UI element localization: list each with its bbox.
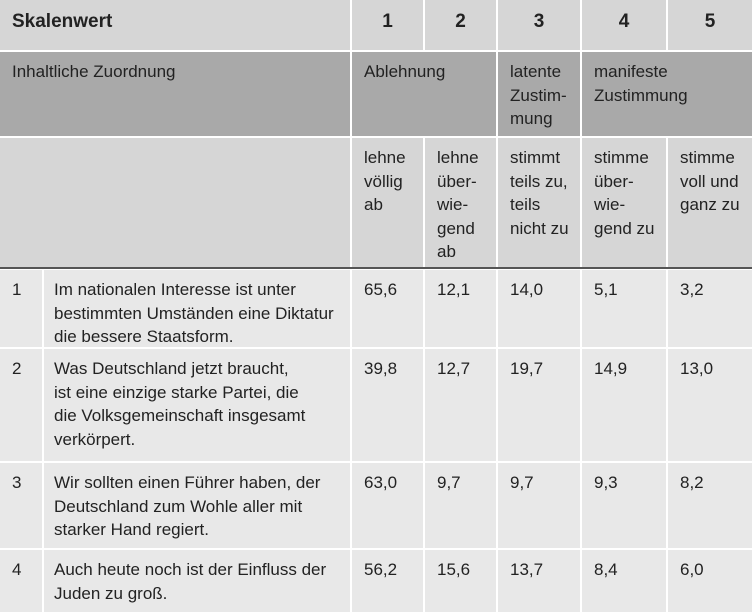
header-divider <box>0 267 752 269</box>
value-cell: 14,9 <box>582 349 666 461</box>
scale-value-3: 3 <box>498 0 580 50</box>
scale-value-5: 5 <box>668 0 752 50</box>
value-cell: 63,0 <box>352 463 423 548</box>
value-cell: 9,7 <box>425 463 496 548</box>
value-cell: 8,2 <box>668 463 752 548</box>
item-statement: Auch heute noch ist der Einfluss der Juden zu groß. <box>44 550 350 612</box>
value-cell: 9,3 <box>582 463 666 548</box>
scale-value-1: 1 <box>352 0 423 50</box>
value-cell: 13,0 <box>668 349 752 461</box>
item-statement: Im nationalen Interesse ist unter bestimmten Umständen eine Diktatur die bessere Staatsform. <box>44 270 350 347</box>
assignment-label: Inhaltliche Zuordnung <box>0 52 350 136</box>
value-cell: 5,1 <box>582 270 666 347</box>
row-number: 3 <box>0 463 42 548</box>
item-statement: Wir sollten einen Führer haben, der Deutschland zum Wohle aller mit starker Hand regiert. <box>44 463 350 548</box>
item-statement: Was Deutschland jetzt braucht, ist eine einzige starke Partei, die die Volksgemeinschaft insgesamt verkörpert. <box>44 349 350 461</box>
value-cell: 6,0 <box>668 550 752 612</box>
answer-label-5: stimme voll und ganz zu <box>668 138 752 267</box>
value-cell: 12,1 <box>425 270 496 347</box>
manifest-label: manifeste Zustimmung <box>582 52 752 136</box>
answer-label-1: lehne völlig ab <box>352 138 423 267</box>
row-number: 4 <box>0 550 42 612</box>
latent-label <box>498 52 580 136</box>
row-number: 1 <box>0 270 42 347</box>
scale-value-2: 2 <box>425 0 496 50</box>
answer-label-3: stimmt teils zu, teils nicht zu <box>498 138 580 267</box>
value-cell: 12,7 <box>425 349 496 461</box>
row-number: 2 <box>0 349 42 461</box>
value-cell: 13,7 <box>498 550 580 612</box>
value-cell: 56,2 <box>352 550 423 612</box>
rejection-label: Ablehnung <box>352 52 496 136</box>
value-cell: 15,6 <box>425 550 496 612</box>
answer-label-4: stimme über- wie- gend zu <box>582 138 666 267</box>
scale-label: Skalenwert <box>0 0 350 50</box>
answer-label-spacer <box>0 138 350 267</box>
value-cell: 65,6 <box>352 270 423 347</box>
value-cell: 39,8 <box>352 349 423 461</box>
answer-label-2: lehne über- wie- gend ab <box>425 138 496 267</box>
value-cell: 19,7 <box>498 349 580 461</box>
value-cell: 8,4 <box>582 550 666 612</box>
value-cell: 9,7 <box>498 463 580 548</box>
scale-value-4: 4 <box>582 0 666 50</box>
latent-text: latente Zustim- mung <box>510 62 567 128</box>
value-cell: 3,2 <box>668 270 752 347</box>
value-cell: 14,0 <box>498 270 580 347</box>
